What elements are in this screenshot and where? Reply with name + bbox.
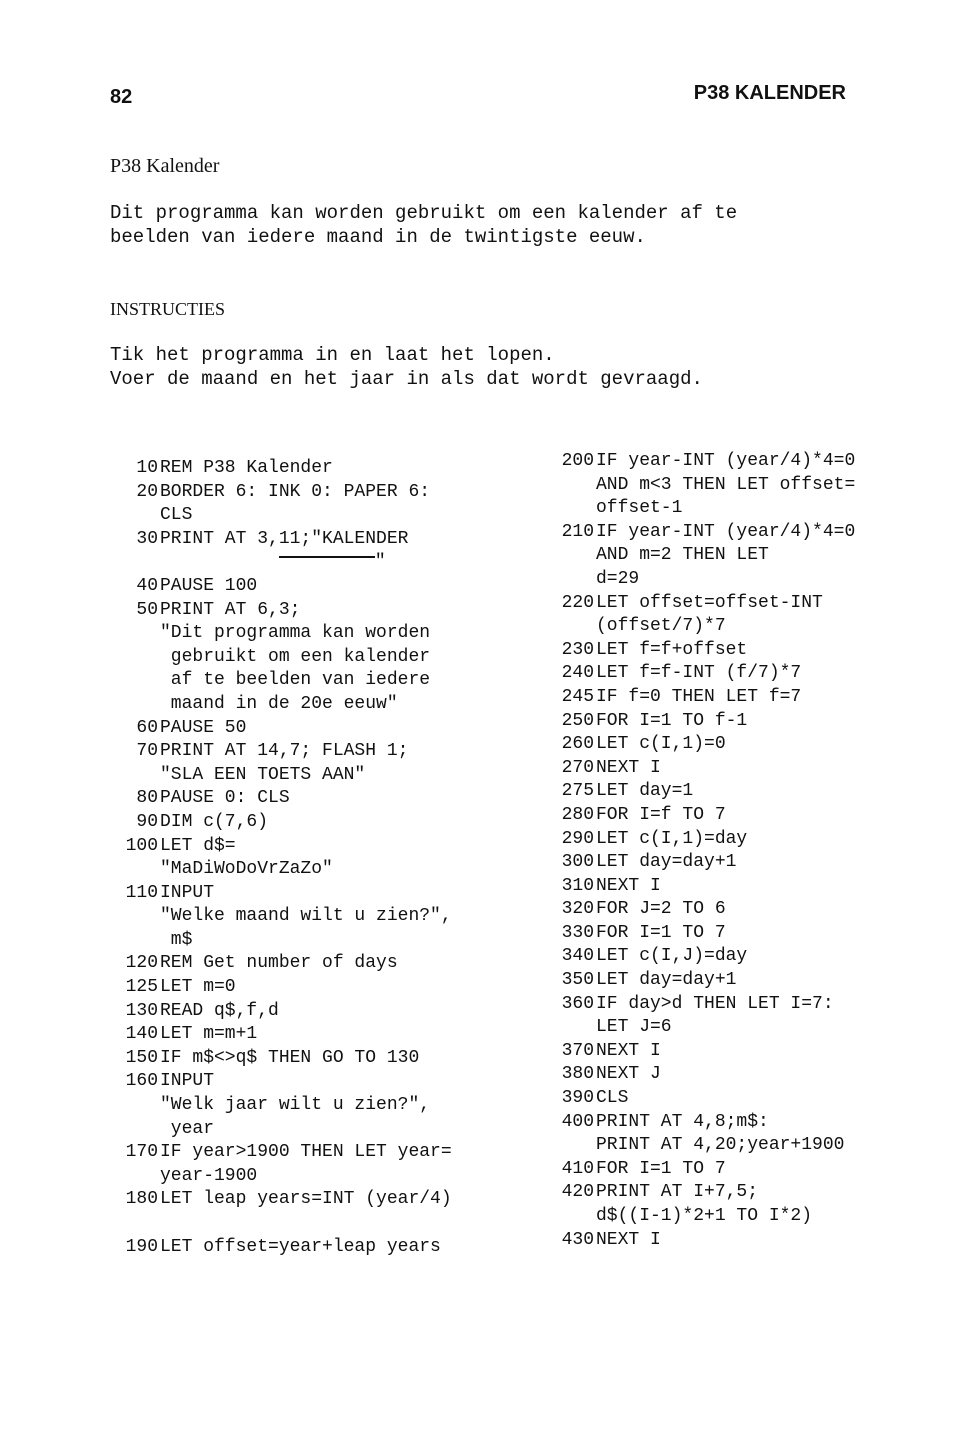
line-number: 170	[125, 1142, 158, 1163]
code-text: PRINT AT 3,11;"KALENDER	[160, 528, 409, 549]
line-number: 280	[561, 804, 594, 825]
code-continuation: d=29	[596, 568, 640, 589]
code-line	[548, 450, 928, 474]
running-title: P38 KALENDER	[693, 82, 846, 104]
line-number: 40	[136, 575, 158, 596]
code-line	[548, 757, 928, 781]
line-number: 360	[561, 993, 594, 1014]
line-number: 140	[125, 1024, 158, 1045]
code-line	[548, 851, 928, 875]
code-text: PAUSE 0: CLS	[160, 788, 290, 809]
code-continuation: af te beelden van iedere	[160, 670, 431, 691]
code-line	[548, 1063, 928, 1087]
code-text: READ q$,f,d	[160, 1000, 279, 1021]
code-continuation: PRINT AT 4,20;year+1900	[596, 1135, 845, 1156]
line-number: 30	[136, 528, 158, 549]
code-continuation: maand in de 20e eeuw"	[160, 693, 398, 714]
line-number: 245	[561, 686, 594, 707]
code-line	[548, 733, 928, 757]
line-number: 260	[561, 734, 594, 755]
line-number: 200	[561, 451, 594, 471]
code-continuation: year	[160, 1118, 215, 1139]
line-number: 350	[561, 970, 594, 991]
code-text: REM P38 Kalender	[160, 458, 333, 478]
code-line	[112, 528, 512, 552]
line-number: 275	[561, 781, 594, 802]
line-number: 120	[125, 953, 158, 974]
code-line	[548, 945, 928, 969]
code-text: DIM c(7,6)	[160, 811, 269, 832]
code-line	[112, 1236, 512, 1260]
code-line	[548, 993, 928, 1017]
line-number	[112, 1212, 158, 1236]
code-continuation: (offset/7)*7	[596, 616, 726, 637]
code-line	[112, 575, 512, 599]
line-number: 180	[125, 1189, 158, 1210]
line-number: 290	[561, 828, 594, 849]
code-line	[548, 969, 928, 993]
code-text: PRINT AT 14,7; FLASH 1;	[160, 741, 409, 762]
line-number: 400	[561, 1111, 594, 1132]
code-line	[548, 521, 928, 545]
code-line	[112, 481, 512, 505]
code-continuation: AND m<3 THEN LET offset=	[596, 474, 856, 495]
code-line	[112, 882, 512, 906]
code-text: FOR I=1 TO f-1	[596, 710, 748, 731]
code-text: REM Get number of days	[160, 953, 398, 974]
line-number: 320	[561, 899, 594, 920]
section-title: P38 Kalender	[110, 155, 220, 177]
line-number: 190	[125, 1237, 158, 1257]
line-number: 240	[561, 663, 594, 684]
line-number: 340	[561, 946, 594, 967]
line-number: 110	[125, 882, 158, 903]
code-continuation: m$	[160, 929, 193, 950]
code-text: LET offset=offset-INT	[596, 592, 823, 613]
line-number: 250	[561, 710, 594, 731]
code-text: LET c(I,1)=0	[596, 734, 726, 755]
code-text: LET leap years=INT (year/4)	[160, 1189, 452, 1210]
code-line	[112, 1000, 512, 1024]
code-line	[112, 835, 512, 859]
code-spacer	[160, 552, 279, 572]
listing-right-column	[548, 450, 928, 1252]
code-line	[548, 686, 928, 710]
code-line	[112, 952, 512, 976]
code-text: LET d$=	[160, 835, 236, 856]
line-number: 100	[125, 835, 158, 856]
code-line	[112, 1070, 512, 1094]
code-text: LET f=f+offset	[596, 639, 748, 660]
line-number: 50	[136, 599, 158, 620]
code-text: LET c(I,J)=day	[596, 946, 748, 967]
code-line	[112, 976, 512, 1000]
code-text: PAUSE 50	[160, 717, 247, 738]
code-text: LET day=1	[596, 781, 694, 802]
code-line	[112, 740, 512, 764]
line-number: 130	[125, 1000, 158, 1021]
code-text: LET offset=year+leap years	[160, 1237, 441, 1257]
page-number: 82	[110, 86, 133, 108]
line-number: 310	[561, 875, 594, 896]
code-text: LET f=f-INT (f/7)*7	[596, 663, 802, 684]
code-continuation: "Welke maand wilt u zien?",	[160, 906, 452, 927]
code-line	[548, 1111, 928, 1135]
line-number: 220	[561, 592, 594, 613]
line-number: 10	[136, 458, 158, 478]
line-number: 160	[125, 1071, 158, 1092]
line-number: 410	[561, 1158, 594, 1179]
code-continuation	[112, 551, 512, 575]
line-number: 90	[136, 811, 158, 832]
code-line	[548, 1087, 928, 1111]
code-text: LET m=0	[160, 977, 236, 998]
code-text: IF year-INT (year/4)*4=0	[596, 451, 856, 471]
code-line	[548, 922, 928, 946]
instructions-paragraph: Tik het programma in en laat het lopen. Voer de maand en het jaar in als dat wordt gevraagd.	[110, 344, 703, 390]
code-line	[112, 787, 512, 811]
line-number: 330	[561, 922, 594, 943]
code-text: FOR I=1 TO 7	[596, 922, 726, 943]
code-text: NEXT I	[596, 1229, 661, 1250]
line-number: 420	[561, 1182, 594, 1203]
code-continuation: gebruikt om een kalender	[160, 646, 431, 667]
code-text: IF m$<>q$ THEN GO TO 130	[160, 1047, 420, 1068]
line-number: 430	[561, 1229, 594, 1250]
code-continuation: d$((I-1)*2+1 TO I*2)	[596, 1206, 813, 1226]
line-number: 300	[561, 852, 594, 873]
code-continuation: AND m=2 THEN LET	[596, 545, 769, 566]
code-line	[112, 1141, 512, 1165]
code-line	[548, 1040, 928, 1064]
code-line	[548, 828, 928, 852]
code-line	[548, 1158, 928, 1182]
code-continuation: year-1900	[160, 1165, 258, 1186]
code-text: FOR I=f TO 7	[596, 804, 726, 825]
line-number: 70	[136, 741, 158, 762]
code-text: FOR I=1 TO 7	[596, 1158, 726, 1179]
code-continuation: offset-1	[596, 498, 683, 519]
line-number: 380	[561, 1064, 594, 1085]
code-text: PRINT AT 6,3;	[160, 599, 301, 620]
code-text: CLS	[596, 1088, 629, 1109]
code-text: PAUSE 100	[160, 575, 258, 596]
code-text: LET day=day+1	[596, 970, 737, 991]
code-text: NEXT I	[596, 875, 661, 896]
page-header	[0, 82, 970, 116]
code-line	[548, 780, 928, 804]
code-line	[548, 1181, 928, 1205]
code-text: LET day=day+1	[596, 852, 737, 873]
code-line	[112, 717, 512, 741]
line-number: 390	[561, 1088, 594, 1109]
code-text: NEXT I	[596, 757, 661, 778]
code-text: LET c(I,1)=day	[596, 828, 748, 849]
code-text: NEXT I	[596, 1040, 661, 1061]
code-line	[112, 1188, 512, 1212]
line-number: 230	[561, 639, 594, 660]
line-number: 20	[136, 481, 158, 502]
code-continuation: "MaDiWoDoVrZaZo"	[160, 859, 333, 880]
code-continuation: CLS	[160, 505, 193, 526]
code-line	[112, 811, 512, 835]
line-number: 370	[561, 1040, 594, 1061]
code-line	[548, 804, 928, 828]
code-continuation: "SLA EEN TOETS AAN"	[160, 764, 366, 785]
code-text: FOR J=2 TO 6	[596, 899, 726, 920]
code-text: INPUT	[160, 882, 215, 903]
code-line	[548, 639, 928, 663]
code-text: IF f=0 THEN LET f=7	[596, 686, 802, 707]
code-text: IF year>1900 THEN LET year=	[160, 1142, 452, 1163]
code-text: PRINT AT I+7,5;	[596, 1182, 759, 1203]
code-line	[548, 710, 928, 734]
code-line	[548, 898, 928, 922]
code-text: INPUT	[160, 1071, 215, 1092]
line-number: 150	[125, 1047, 158, 1068]
line-number: 270	[561, 757, 594, 778]
line-number: 125	[125, 977, 158, 998]
code-text: IF year-INT (year/4)*4=0	[596, 521, 856, 542]
line-number: 210	[561, 521, 594, 542]
code-line	[112, 1023, 512, 1047]
code-line	[548, 875, 928, 899]
code-continuation: "Welk jaar wilt u zien?",	[160, 1095, 431, 1116]
code-text	[158, 1212, 160, 1236]
code-line	[548, 662, 928, 686]
code-continuation: "Dit programma kan worden	[160, 623, 431, 644]
listing-left-column	[112, 457, 512, 1260]
code-line	[548, 1229, 928, 1253]
code-text: NEXT J	[596, 1064, 661, 1085]
code-line	[112, 457, 512, 481]
code-continuation: LET J=6	[596, 1017, 672, 1038]
code-text: BORDER 6: INK 0: PAPER 6:	[160, 481, 431, 502]
intro-paragraph: Dit programma kan worden gebruikt om een kalender af te beelden van iedere maand in de twintigste eeuw.	[110, 202, 738, 248]
code-text: LET m=m+1	[160, 1024, 258, 1045]
code-quote: "	[374, 552, 386, 573]
code-line	[112, 1212, 512, 1236]
code-text: IF day>d THEN LET I=7:	[596, 993, 834, 1014]
code-text: PRINT AT 4,8;m$:	[596, 1111, 769, 1132]
line-number: 80	[136, 788, 158, 809]
underline-mark	[279, 556, 375, 558]
instructions-heading: INSTRUCTIES	[110, 299, 226, 319]
code-line	[112, 1047, 512, 1071]
code-line	[112, 599, 512, 623]
code-line	[548, 592, 928, 616]
line-number: 60	[136, 717, 158, 738]
